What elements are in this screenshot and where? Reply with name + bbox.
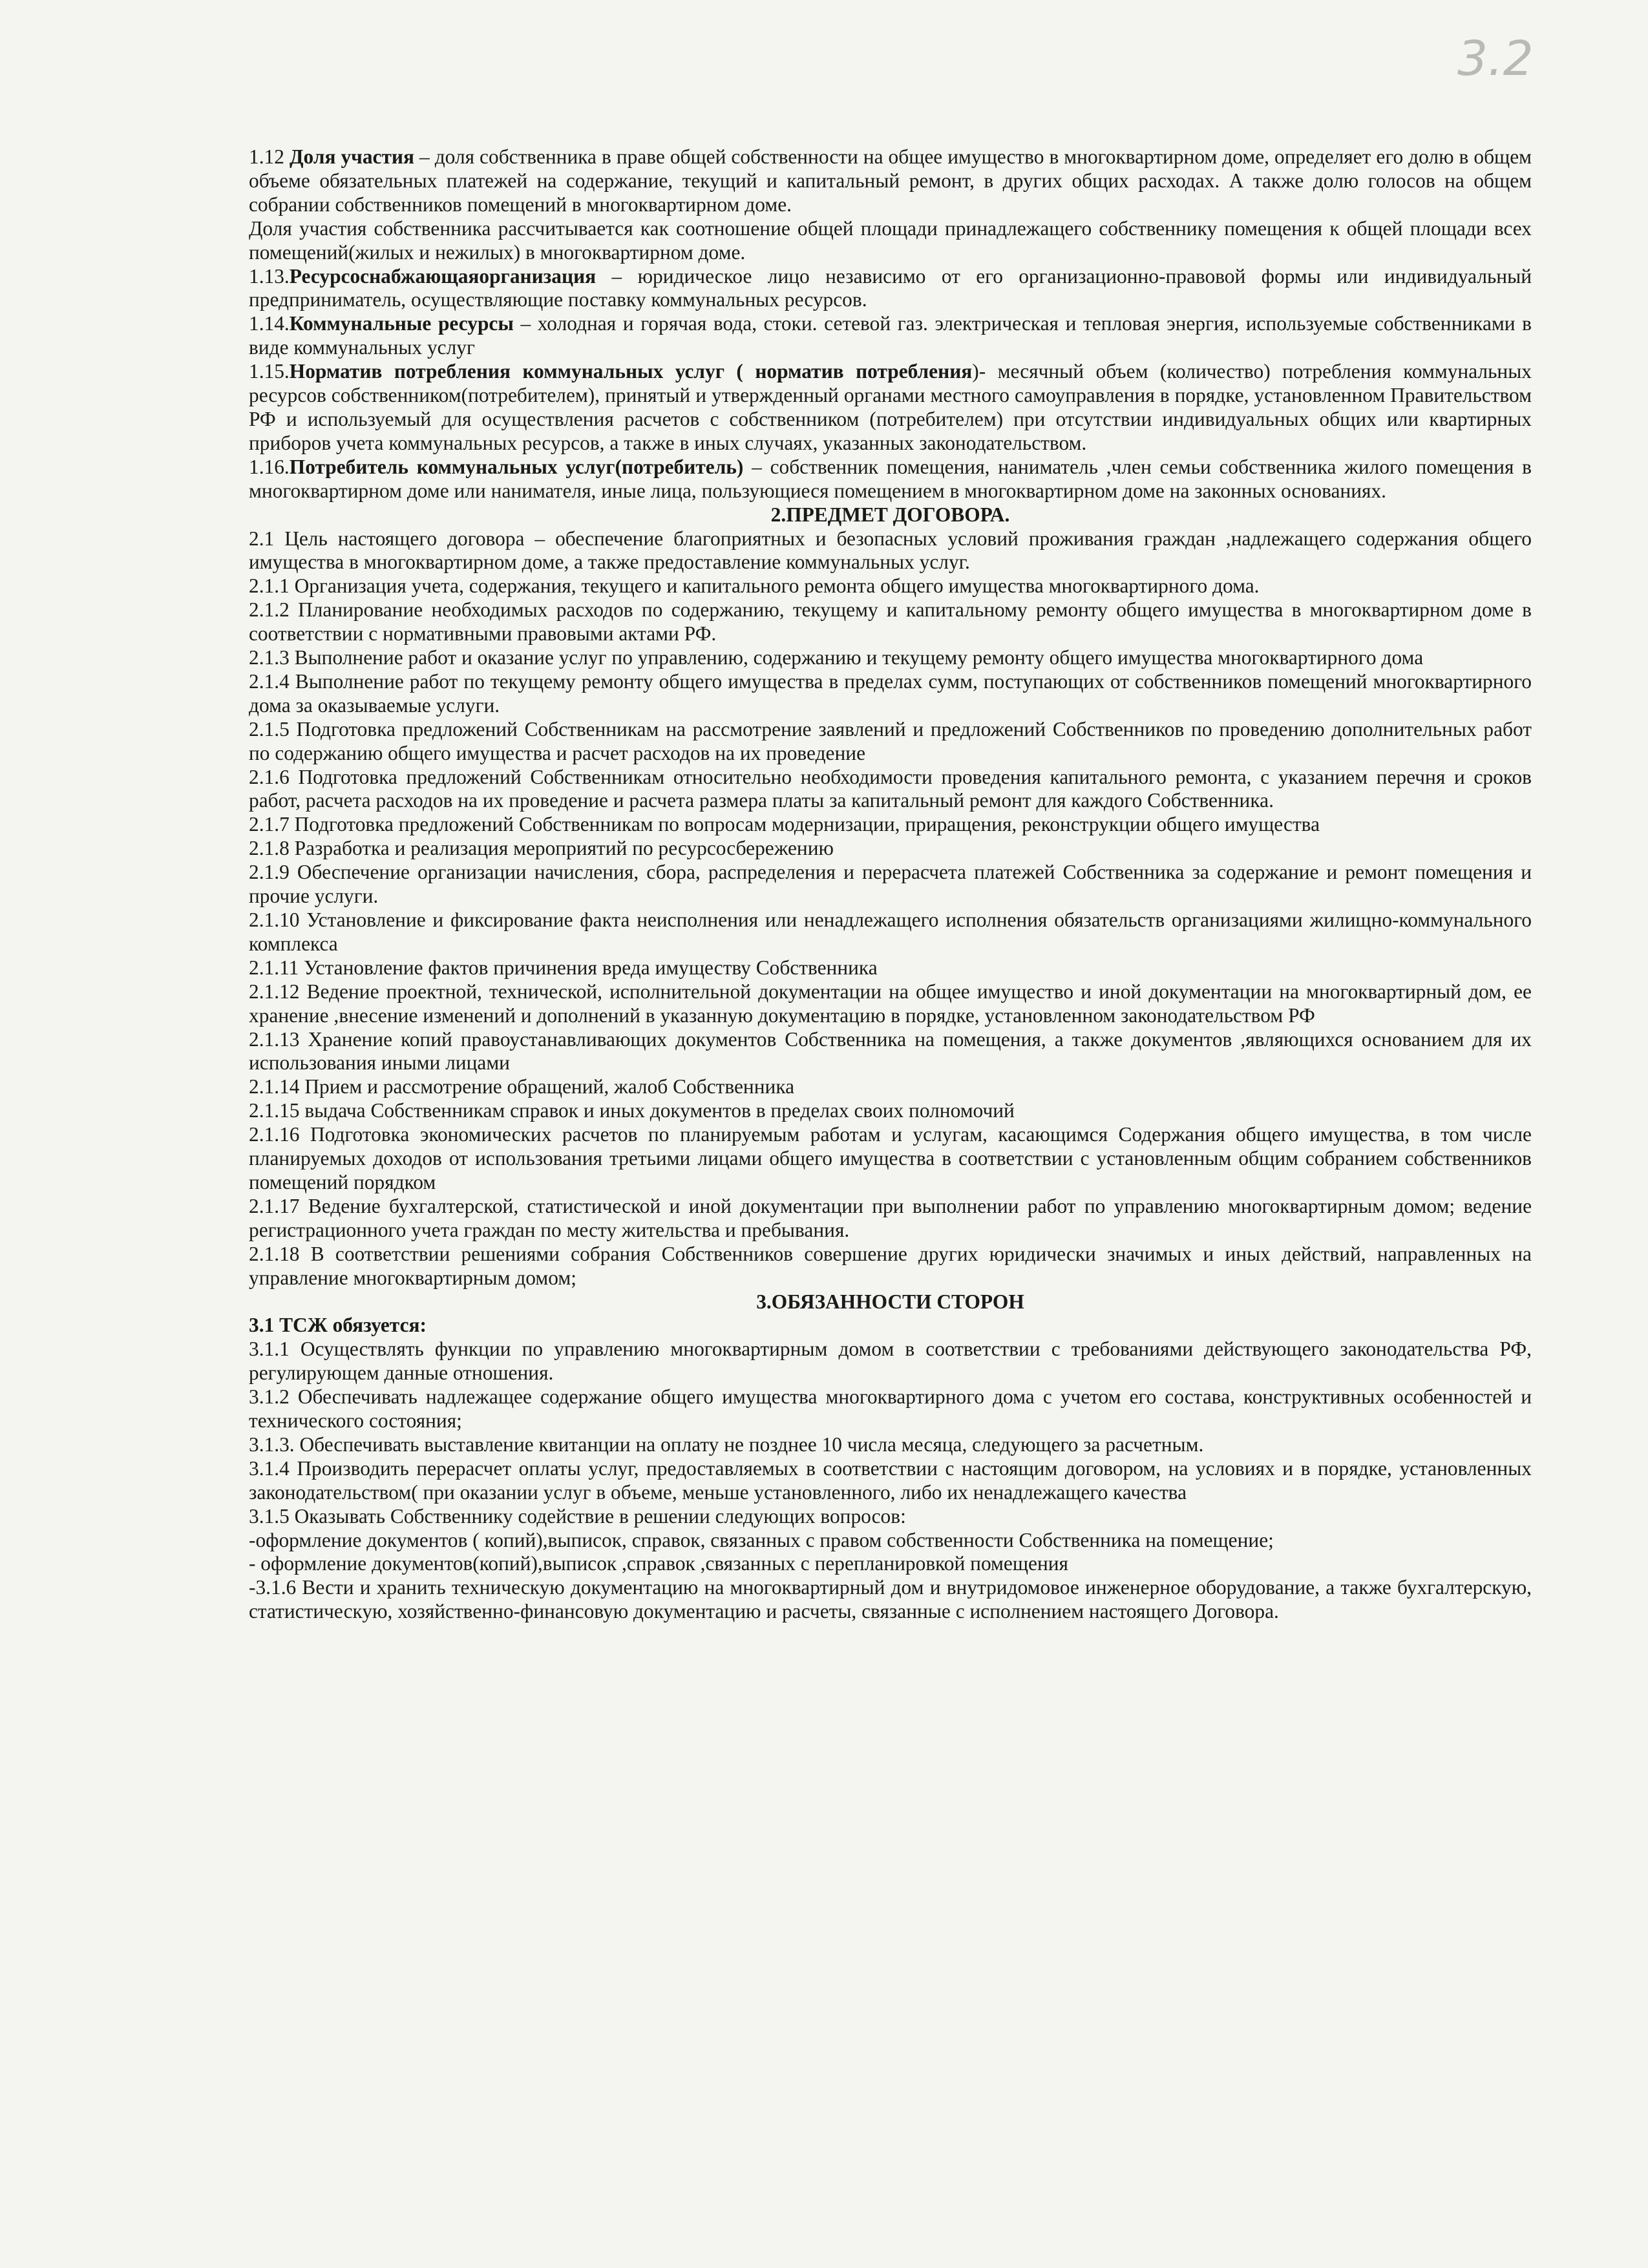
paragraph <box>249 646 1532 670</box>
paragraph-text: – юридическое лицо независимо от его организационно-правовой формы или индивидуальный предприниматель, осуществляющие поставку коммунальных ресурсов. <box>249 264 1532 311</box>
page-number-mark: 3.2 <box>1457 31 1534 87</box>
paragraph <box>249 1195 1532 1243</box>
paragraph-text: - оформление документов(копий),выписок ,справок ,связанных с перепланировкой помещения <box>249 1552 1068 1575</box>
paragraph <box>249 312 1532 360</box>
paragraph <box>249 813 1532 837</box>
paragraph-text: 2.1.5 Подготовка предложений Собственникам на рассмотрение заявлений и предложений Собственников по проведению дополнительных работ по содержанию общего имущества и расчет расходов на их проведение <box>249 717 1532 764</box>
paragraph-text: 3.1.2 Обеспечивать надлежащее содержание общего имущества многоквартирного дома с учетом его состава, конструктивных особенностей и технического состояния; <box>249 1385 1532 1433</box>
clause-number: 1.16. <box>249 455 290 478</box>
paragraph-text: 3.1.5 Оказывать Собственнику содействие в решении следующих вопросов: <box>249 1504 906 1528</box>
paragraph <box>249 1576 1532 1624</box>
paragraph <box>249 1243 1532 1290</box>
defined-term: Норматив потребления коммунальных услуг ( норматив потребления <box>289 360 973 383</box>
paragraph <box>249 718 1532 766</box>
paragraph <box>249 360 1532 456</box>
paragraph <box>249 861 1532 908</box>
paragraph-text: 2.1.10 Установление и фиксирование факта неисполнения или ненадлежащего исполнения обязательств организациями жилищно-коммунального комплекса <box>249 908 1532 955</box>
paragraph <box>249 527 1532 575</box>
paragraph <box>249 1529 1532 1553</box>
paragraph <box>249 837 1532 861</box>
paragraph <box>249 956 1532 980</box>
paragraph-text: 2.1.3 Выполнение работ и оказание услуг по управлению, содержанию и текущему ремонту общего имущества многоквартирного дома <box>249 646 1424 669</box>
paragraph-text: 3.1.1 Осуществлять функции по управлению многоквартирным домом в соответствии с требованиями действующего законодательства РФ, регулирующем данные отношения. <box>249 1338 1532 1385</box>
defined-term: Доля участия <box>289 145 414 168</box>
clause-number: 1.14. <box>249 312 290 335</box>
paragraph <box>249 1505 1532 1529</box>
paragraph-text: 2.1.18 В соответствии решениями собрания Собственников совершение других юридически значимых и иных действий, направленных на управление многоквартирным домом; <box>249 1242 1532 1289</box>
paragraph-text: -оформление документов ( копий),выписок, справок, связанных с правом собственности Собственника на помещение; <box>249 1528 1274 1551</box>
paragraph <box>249 1314 1532 1338</box>
paragraph-text: – доля собственника в праве общей собственности на общее имущество в многоквартирном доме, определяет его долю в общем объеме обязательных платежей на содержание, текущий и капитальный ремонт, в других общих расходах. А также долю голосов на общем собрании собственников помещений в многоквартирном доме. <box>249 145 1532 216</box>
section-heading <box>249 1290 1532 1314</box>
paragraph-text: – холодная и горячая вода, стоки. сетевой газ. электрическая и тепловая энергия, используемые собственниками в виде коммунальных услуг <box>249 312 1532 359</box>
paragraph-text: 2.1.13 Хранение копий правоустанавливающих документов Собственника на помещения, а также документов ,являющихся основанием для их использования иными лицами <box>249 1027 1532 1075</box>
section-heading <box>249 503 1532 527</box>
paragraph <box>249 908 1532 956</box>
paragraph-text: – собственник помещения, наниматель ,член семьи собственника жилого помещения в многоквартирном доме или нанимателя, иные лица, пользующиеся помещением в многоквартирном доме на законных основаниях. <box>249 455 1532 502</box>
paragraph-text: 2.1.4 Выполнение работ по текущему ремонту общего имущества в пределах сумм, поступающих от собственников помещений многоквартирного дома за оказываемые услуги. <box>249 669 1532 717</box>
paragraph <box>249 766 1532 814</box>
paragraph <box>249 265 1532 313</box>
paragraph <box>249 217 1532 265</box>
paragraph-text: 2.1.1 Организация учета, содержания, текущего и капитального ремонта общего имущества многоквартирного дома. <box>249 574 1260 598</box>
paragraph <box>249 980 1532 1028</box>
defined-term: 3.1 ТСЖ обязуется: <box>249 1314 427 1337</box>
clause-number: 1.15. <box>249 360 290 383</box>
paragraph-text: 2.1.6 Подготовка предложений Собственникам относительно необходимости проведения капитального ремонта, с указанием перечня и сроков работ, расчета расходов на их проведение и расчета размера платы за капитальный ремонт для каждого Собственника. <box>249 765 1532 812</box>
paragraph <box>249 574 1532 598</box>
clause-number: 1.12 <box>249 145 290 168</box>
paragraph-text: 2.1.17 Ведение бухгалтерской, статистической и иной документации при выполнении работ по управлению многоквартирным домом; ведение регистрационного учета граждан по месту жительства и пребывания. <box>249 1194 1532 1241</box>
paragraph <box>249 1433 1532 1457</box>
paragraph <box>249 456 1532 503</box>
clause-number: 1.13. <box>249 264 290 288</box>
paragraph-text: 2.1.9 Обеспечение организации начисления, сбора, распределения и перерасчета платежей Собственника за содержание и ремонт помещения и прочие услуги. <box>249 861 1532 908</box>
paragraph-text: 2.1.7 Подготовка предложений Собственникам по вопросам модернизации, приращения, реконструкции общего имущества <box>249 813 1320 836</box>
paragraph-text: 2.ПРЕДМЕТ ДОГОВОРА. <box>770 503 1010 526</box>
document-body <box>249 145 1532 1624</box>
paragraph <box>249 598 1532 646</box>
paragraph <box>249 1028 1532 1076</box>
paragraph-text: 2.1.2 Планирование необходимых расходов по содержанию, текущему и капитальному ремонту общего имущества в многоквартирном доме в соответствии с нормативными правовыми актами РФ. <box>249 598 1532 646</box>
paragraph-text: )- месячный объем (количество) потребления коммунальных ресурсов собственником(потребителем), принятый и утвержденный органами местного самоуправления в порядке, установленном Правительством РФ и используемый для осуществления расчетов с собственником (потребителем) при отсутствии индивидуальных общих или квартирных приборов учета коммунальных ресурсов, а также в иных случаях, указанных законодательством. <box>249 360 1532 454</box>
paragraph <box>249 1338 1532 1385</box>
paragraph <box>249 670 1532 718</box>
paragraph-text: 3.ОБЯЗАННОСТИ СТОРОН <box>756 1290 1024 1313</box>
paragraph-text: 2.1.12 Ведение проектной, технической, исполнительной документации на общее имущество и иной документации на многоквартирный дом, ее хранение ,внесение изменений и дополнений в указанную документацию в порядке, установленном законодательством РФ <box>249 980 1532 1027</box>
paragraph <box>249 1099 1532 1123</box>
paragraph <box>249 1385 1532 1433</box>
paragraph-text: 2.1.14 Прием и рассмотрение обращений, жалоб Собственника <box>249 1075 795 1098</box>
paragraph-text: 2.1.16 Подготовка экономических расчетов по планируемым работам и услугам, касающимся Содержания общего имущества, в том числе планируемых доходов от использования третьими лицами общего имущества в соответствии с установленным общим собранием собственников помещений порядком <box>249 1123 1532 1193</box>
paragraph-text: 2.1 Цель настоящего договора – обеспечение благоприятных и безопасных условий проживания граждан ,надлежащего содержания общего имущества в многоквартирном доме, а также предоставление коммунальных услуг. <box>249 527 1532 574</box>
paragraph-text: -3.1.6 Вести и хранить техническую документацию на многоквартирный дом и внутридомовое инженерное оборудование, а также бухгалтерскую, статистическую, хозяйственно-финансовую документацию и расчеты, связанные с исполнением настоящего Договора. <box>249 1576 1532 1623</box>
defined-term: Потребитель коммунальных услуг(потребитель) <box>289 455 744 478</box>
defined-term: Ресурсоснабжающаяорганизация <box>289 264 597 288</box>
paragraph-text: Доля участия собственника рассчитывается как соотношение общей площади принадлежащего собственнику помещения к общей площади всех помещений(жилых и нежилых) в многоквартирном доме. <box>249 216 1532 264</box>
paragraph <box>249 1075 1532 1099</box>
paragraph-text: 2.1.8 Разработка и реализация мероприятий по ресурсосбережению <box>249 837 834 860</box>
paragraph <box>249 145 1532 217</box>
paragraph-text: 2.1.11 Установление фактов причинения вреда имуществу Собственника <box>249 956 878 979</box>
paragraph-text: 3.1.3. Обеспечивать выставление квитанции на оплату не позднее 10 числа месяца, следующего за расчетным. <box>249 1433 1204 1456</box>
paragraph <box>249 1123 1532 1195</box>
paragraph <box>249 1552 1532 1576</box>
paragraph-text: 3.1.4 Производить перерасчет оплаты услуг, предоставляемых в соответствии с настоящим договором, на условиях и в порядке, установленных законодательством( при оказании услуг в объеме, меньше установленного, либо их ненадлежащего качества <box>249 1456 1532 1504</box>
paragraph <box>249 1457 1532 1505</box>
defined-term: Коммунальные ресурсы <box>289 312 514 335</box>
paragraph-text: 2.1.15 выдача Собственникам справок и иных документов в пределах своих полномочий <box>249 1099 1015 1122</box>
